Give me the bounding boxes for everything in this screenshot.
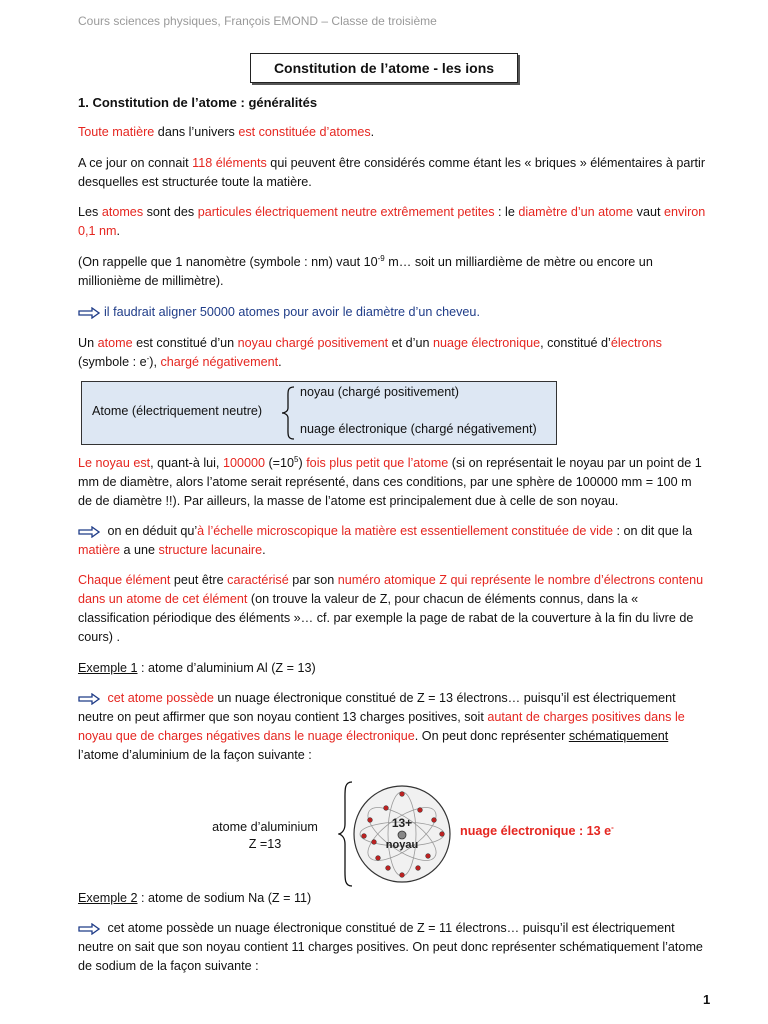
right-arrow-icon <box>78 693 100 705</box>
nucleus <box>398 831 406 839</box>
aluminium-atom-diagram <box>338 780 456 890</box>
paragraph-1: Toute matière dans l’univers est constituée d’atomes. <box>78 125 375 139</box>
paragraph-4: (On rappelle que 1 nanomètre (symbole : nm) vaut $10^{-9}$ m… soit un milliardième de mètre ou encore un millionième de millimètre). <box>78 253 653 288</box>
atom-box-line-nuage: nuage électronique (chargé négativement) <box>300 422 537 436</box>
nuage-label: nuage électronique : 13 e- <box>460 822 614 838</box>
paragraph-5: il faudrait aligner 50000 atomes pour avoir le diamètre d’un cheveu. <box>78 303 706 322</box>
example-2-heading: Exemple 2 : atome de sodium Na (Z = 11) <box>78 891 312 905</box>
right-arrow-icon <box>78 923 100 935</box>
paragraph-9: Chaque élément peut être caractérisé par son numéro atomique Z qui représente le nombre d’électrons contenu dans un atome de cet élément (on trouve la valeur de Z, pour chacun de éléments connus, dans la « classification périodique des éléments »… cf. par exemple la page de rabat de la couverture à la fin du livre de cours) . <box>78 573 704 644</box>
paragraph-2: A ce jour on connait 118 éléments qui peuvent être considérés comme étant les « briques » élémentaires à partir desquelles est structurée toute la matière. <box>78 156 706 189</box>
paragraph-8: on en déduit qu’à l’échelle microscopique la matière est essentiellement constituée de vide : on dit que la matière a une structure lacunaire. <box>78 524 693 557</box>
diagram-brace <box>339 782 352 886</box>
paragraph-11: cet atome possède un nuage électronique constitué de Z = 11 électrons… puisqu’il est électriquement neutre on sait que son noyau contient 11 charges positives. On peut donc représenter schématiquement l’atome de sodium de la façon suivante : <box>78 921 703 973</box>
atom-structure-box <box>81 381 557 445</box>
right-arrow-icon <box>78 307 100 319</box>
paragraph-7: Le noyau est, quant-à lui, 100000 $(=10^5)$ fois plus petit que l’atome (si on représentait le noyau par un point de 1 mm de diamètre, alors l’atome serait représenté, dans ces conditions, par une sphère de 100000 mm = 100 m de de diamètre !!). Par ailleurs, la masse de l’atome est principalement due à celle de son noyau. <box>78 454 702 508</box>
page-number: 1 <box>703 992 711 1007</box>
paragraph-6: Un atome est constitué d’un noyau chargé positivement et d’un nuage électronique, constitué d’électrons (symbole : e-), chargé négativement. <box>78 336 662 369</box>
paragraph-3: Les atomes sont des particules électriquement neutre extrêmement petites : le diamètre d’un atome vaut environ 0,1 nm. <box>78 205 706 238</box>
section-heading: 1. Constitution de l’atome : généralités <box>78 95 318 110</box>
paragraph-10: cet atome possède un nuage électronique constitué de Z = 13 électrons… puisqu’il est électriquement neutre on peut affirmer que son noyau contient 13 charges positives, soit autant de charges positives dans le noyau que de charges négatives dans le nuage électronique. On peut donc représenter schématiquement l’atome d’aluminium de la façon suivante : <box>78 691 685 762</box>
page-title: Constitution de l’atome - les ions <box>250 53 518 83</box>
atom-name: atome d’aluminium <box>212 820 318 834</box>
nucleus-charge: 13+ <box>391 816 413 830</box>
brace-icon <box>280 386 296 440</box>
atom-diagram-label <box>200 819 330 853</box>
nucleus-label: noyau <box>385 839 419 851</box>
atom-z: Z =13 <box>248 837 282 851</box>
example-1-heading: Exemple 1 : atome d’aluminium Al (Z = 13) <box>78 661 316 675</box>
page-header: Cours sciences physiques, François EMOND – Classe de troisième <box>78 14 437 28</box>
atom-box-line-noyau: noyau (chargé positivement) <box>300 385 459 399</box>
right-arrow-icon <box>78 526 100 538</box>
atom-box-label: Atome (électriquement neutre) <box>92 404 263 418</box>
